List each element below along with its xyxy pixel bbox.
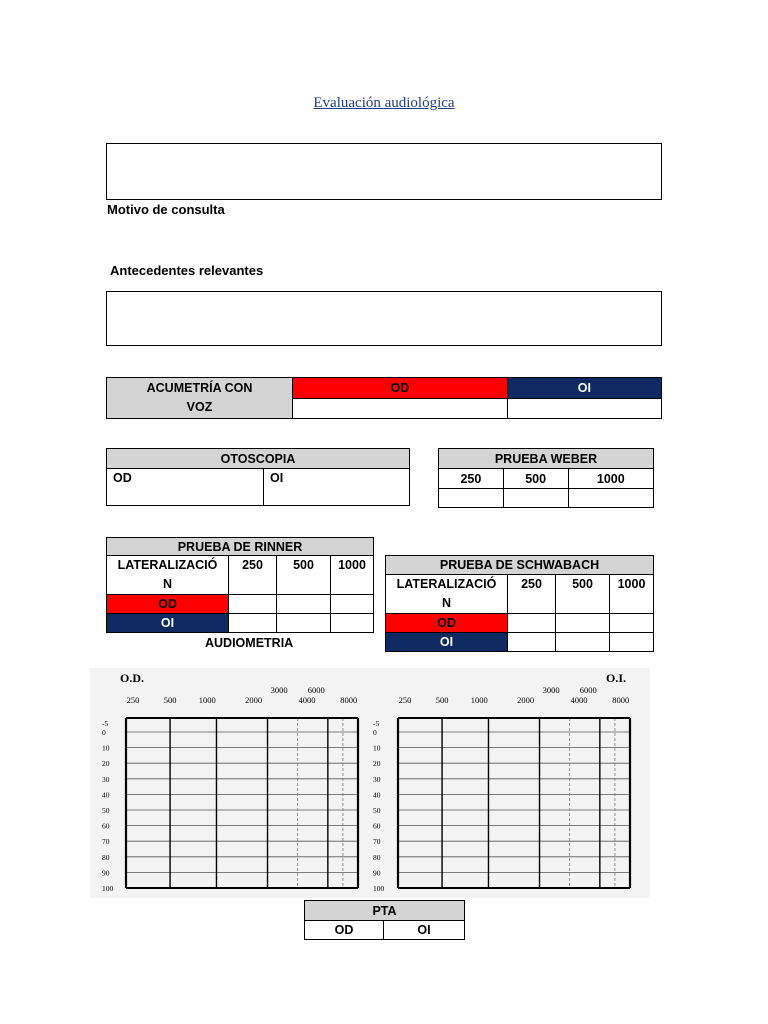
audiogram-db-label: 60: [373, 821, 381, 831]
antecedentes-field[interactable]: [106, 291, 662, 346]
pta-od-cell[interactable]: OD: [305, 921, 384, 940]
audiogram-db-label: 100: [373, 884, 385, 893]
audiogram-freq-mid-label: 6000: [307, 685, 325, 695]
audiogram-db-label: 80: [102, 852, 110, 862]
schwabach-oi-1000[interactable]: [610, 633, 654, 652]
audiogram-freq-label: 8000: [612, 695, 630, 705]
audiogram-ear-label: O.I.: [606, 671, 627, 685]
acumetria-od-cell[interactable]: [293, 398, 508, 419]
audiogram-freq-mid-label: 3000: [270, 685, 288, 695]
pta-table: [304, 900, 465, 940]
motivo-label: Motivo de consulta: [107, 202, 225, 217]
audiogram-db-label: 40: [373, 790, 381, 800]
audiogram-db-label: -5: [102, 719, 109, 728]
acumetria-header: ACUMETRÍA CON VOZ: [107, 378, 293, 419]
schwabach-table: [385, 555, 654, 652]
audiogram-freq-label: 8000: [340, 695, 358, 705]
pta-header: PTA: [305, 901, 465, 921]
rinner-oi-1000[interactable]: [331, 614, 374, 633]
schwabach-freq-250: 250: [508, 575, 556, 614]
schwabach-freq-1000: 1000: [610, 575, 654, 614]
audiogram-db-label: 100: [102, 884, 114, 893]
weber-freq-250: 250: [439, 469, 504, 489]
audiogram-freq-label: 4000: [298, 695, 316, 705]
acumetria-oi-header: OI: [507, 378, 661, 399]
rinner-freq-1000: 1000: [331, 556, 374, 595]
schwabach-od-1000[interactable]: [610, 614, 654, 633]
rinner-table: [106, 537, 374, 633]
audiogram-freq-label: 500: [435, 695, 449, 705]
audiogram-db-label: 30: [102, 774, 110, 784]
audiogram-freq-mid-label: 3000: [542, 685, 560, 695]
audiogram-freq-label: 500: [163, 695, 177, 705]
audiogram-db-label: 30: [373, 774, 381, 784]
audiometria-label: AUDIOMETRIA: [205, 636, 294, 650]
weber-freq-500: 500: [503, 469, 568, 489]
schwabach-header: PRUEBA DE SCHWABACH: [386, 556, 654, 575]
audiogram-freq-label: 250: [398, 695, 412, 705]
audiogram-freq-label: 1000: [470, 695, 488, 705]
audiogram-db-label: 70: [373, 837, 381, 847]
otoscopia-table: [106, 448, 410, 506]
weber-freq-1000: 1000: [568, 469, 653, 489]
weber-header: PRUEBA WEBER: [439, 449, 654, 469]
acumetria-table: [106, 377, 662, 419]
audiogram-db-label: 90: [373, 868, 381, 878]
rinner-od-500[interactable]: [277, 595, 331, 614]
motivo-field[interactable]: [106, 143, 662, 200]
acumetria-oi-cell[interactable]: [507, 398, 661, 419]
audiogram-db-label: 80: [373, 852, 381, 862]
audiogram-db-label: 20: [373, 759, 381, 769]
weber-cell-500[interactable]: [503, 489, 568, 508]
acumetria-od-header: OD: [293, 378, 508, 399]
rinner-oi-250[interactable]: [229, 614, 277, 633]
schwabach-oi-500[interactable]: [556, 633, 610, 652]
page-title: Evaluación audiológica: [313, 95, 455, 111]
audiogram-db-label: 50: [373, 806, 381, 815]
audiogram-db-label: 50: [102, 806, 110, 815]
audiogram-freq-label: 2000: [517, 695, 535, 705]
rinner-header: PRUEBA DE RINNER: [107, 538, 374, 556]
rinner-oi-500[interactable]: [277, 614, 331, 633]
audiogram-freq-mid-label: 6000: [579, 685, 597, 695]
rinner-od-1000[interactable]: [331, 595, 374, 614]
audiogram-db-label: 10: [373, 743, 381, 753]
weber-cell-250[interactable]: [439, 489, 504, 508]
schwabach-oi-250[interactable]: [508, 633, 556, 652]
schwabach-od-500[interactable]: [556, 614, 610, 633]
weber-table: [438, 448, 654, 508]
otoscopia-oi-cell[interactable]: OI: [264, 469, 410, 506]
audiogram-ear-label: O.D.: [120, 671, 144, 685]
schwabach-oi-label: OI: [386, 633, 508, 652]
audiogram-db-label: 10: [102, 743, 110, 753]
audiogram-image: [90, 668, 650, 898]
rinner-freq-500: 500: [277, 556, 331, 595]
rinner-freq-250: 250: [229, 556, 277, 595]
rinner-lateralizacion: LATERALIZACIÓ N: [107, 556, 229, 595]
schwabach-lateralizacion: LATERALIZACIÓ N: [386, 575, 508, 614]
rinner-od-label: OD: [107, 595, 229, 614]
audiogram-freq-label: 4000: [570, 695, 588, 705]
schwabach-od-label: OD: [386, 614, 508, 633]
audiogram-db-label: 60: [102, 821, 110, 831]
rinner-od-250[interactable]: [229, 595, 277, 614]
schwabach-od-250[interactable]: [508, 614, 556, 633]
audiogram-db-label: 70: [102, 837, 110, 847]
otoscopia-header: OTOSCOPIA: [107, 449, 410, 469]
audiogram-db-label: 40: [102, 790, 110, 800]
audiogram-freq-label: 2000: [245, 695, 263, 705]
audiogram-freq-label: 1000: [198, 695, 216, 705]
pta-oi-cell[interactable]: OI: [384, 921, 465, 940]
audiogram-db-label: 20: [102, 759, 110, 769]
audiogram-db-label: -5: [373, 719, 380, 728]
rinner-oi-label: OI: [107, 614, 229, 633]
otoscopia-od-cell[interactable]: OD: [107, 469, 264, 506]
antecedentes-label: Antecedentes relevantes: [110, 263, 264, 278]
audiogram-db-label: 0: [373, 728, 377, 737]
audiogram-db-label: 90: [102, 868, 110, 878]
schwabach-freq-500: 500: [556, 575, 610, 614]
audiogram-freq-label: 250: [126, 695, 140, 705]
weber-cell-1000[interactable]: [568, 489, 653, 508]
audiogram-db-label: 0: [102, 728, 106, 737]
